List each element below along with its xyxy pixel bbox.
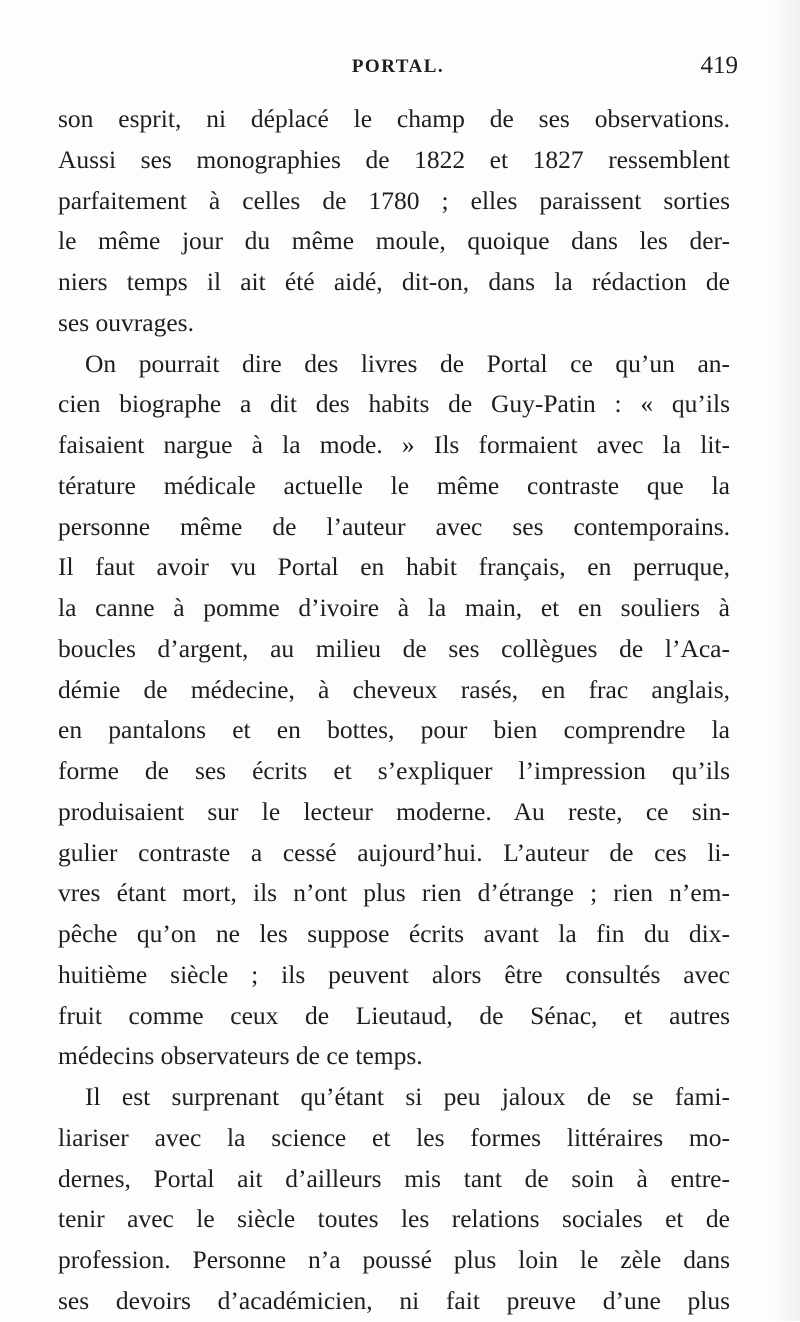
text-line: son esprit, ni déplacé le champ de ses observations. bbox=[58, 104, 730, 133]
text-line: Aussi ses monographies de 1822 et 1827 ressemblent bbox=[58, 144, 730, 174]
text-line: médecins observateurs de ce temps. bbox=[58, 1041, 423, 1071]
text-line: huitième siècle ; ils peuvent alors être consultés avec bbox=[58, 959, 730, 989]
page-header bbox=[58, 52, 738, 88]
text-line: faisaient nargue à la mode. » Ils formaient avec la lit- bbox=[58, 430, 730, 459]
text-line: personne même de l’auteur avec ses contemporains. bbox=[58, 511, 730, 541]
text-line: Il faut avoir vu Portal en habit français, en perruque, bbox=[58, 552, 730, 582]
text-line: tenir avec le siècle toutes les relations sociales et de bbox=[58, 1204, 730, 1234]
text-line: niers temps il ait été aidé, dit-on, dans la rédaction de bbox=[58, 267, 730, 296]
paragraph-start-line: On pourrait dire des livres de Portal ce qu’un an- bbox=[85, 348, 730, 378]
page-number: 419 bbox=[700, 52, 738, 79]
paragraph-start-line: Il est surprenant qu’étant si peu jaloux de se fami- bbox=[85, 1082, 730, 1111]
text-line: vres étant mort, ils n’ont plus rien d’étrange ; rien n’em- bbox=[58, 878, 730, 908]
text-line: fruit comme ceux de Lieutaud, de Sénac, et autres bbox=[58, 1000, 730, 1030]
text-line: la canne à pomme d’ivoire à la main, et en souliers à bbox=[58, 593, 730, 622]
page-edge-shadow bbox=[772, 0, 800, 1321]
text-line: parfaitement à celles de 1780 ; elles paraissent sorties bbox=[58, 185, 730, 215]
running-head: PORTAL. bbox=[351, 56, 445, 77]
text-line: profession. Personne n’a poussé plus loin le zèle dans bbox=[58, 1245, 730, 1274]
text-line: démie de médecine, à cheveux rasés, en frac anglais, bbox=[58, 674, 730, 704]
text-line: en pantalons et en bottes, pour bien comprendre la bbox=[58, 715, 730, 745]
text-line: cien biographe a dit des habits de Guy-Patin : « qu’ils bbox=[58, 389, 730, 419]
text-line: ses ouvrages. bbox=[58, 307, 194, 337]
text-line: boucles d’argent, au milieu de ses collègues de l’Aca- bbox=[58, 633, 730, 663]
text-line: liariser avec la science et les formes littéraires mo- bbox=[58, 1122, 730, 1152]
text-line: térature médicale actuelle le même contraste que la bbox=[58, 470, 730, 500]
text-line: gulier contraste a cessé aujourd’hui. L’auteur de ces li- bbox=[58, 837, 730, 867]
text-line: ses devoirs d’académicien, ni fait preuve d’une plus bbox=[58, 1285, 730, 1315]
text-line: forme de ses écrits et s’expliquer l’impression qu’ils bbox=[58, 756, 730, 785]
body-text bbox=[58, 99, 730, 1322]
text-line: le même jour du même moule, quoique dans les der- bbox=[58, 226, 730, 256]
text-line: produisaient sur le lecteur moderne. Au reste, ce sin- bbox=[58, 796, 730, 826]
text-line: pêche qu’on ne les suppose écrits avant la fin du dix- bbox=[58, 919, 730, 948]
text-line: dernes, Portal ait d’ailleurs mis tant de soin à entre- bbox=[58, 1163, 730, 1193]
